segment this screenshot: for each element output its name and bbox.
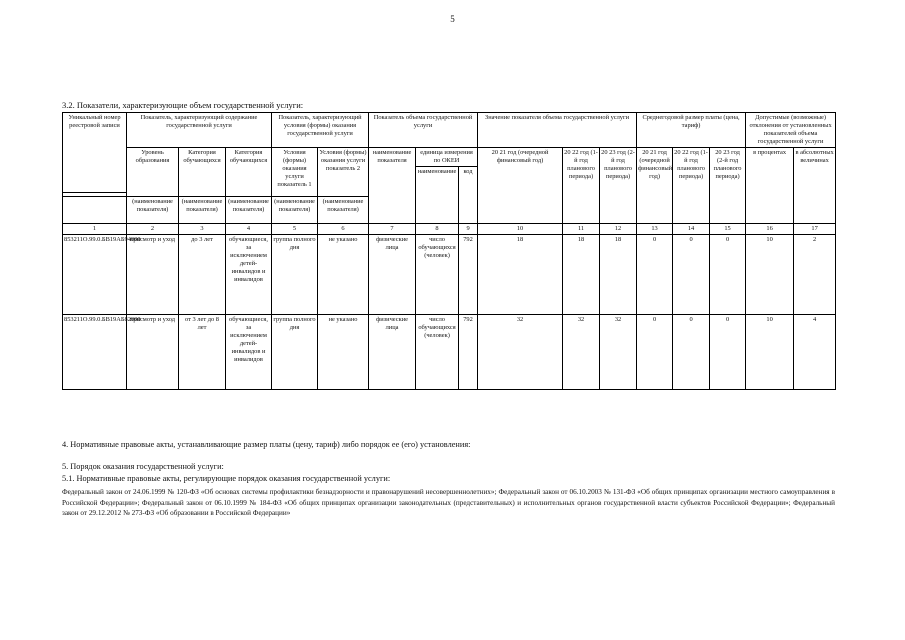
hdr-condition-1: Условия (формы) оказания услуги показатель 1: [272, 148, 318, 197]
row-cell: 18: [600, 235, 637, 315]
col-number: 9: [459, 224, 478, 235]
row-cell: число обучающихся (человек): [416, 315, 459, 390]
hdr-ind-name-5: (наименование показателя): [318, 197, 369, 224]
hdr-unit-name: наименование: [416, 167, 459, 224]
hdr-fee-year-1: 20 21 год (очередной финансовый год): [637, 148, 673, 224]
row-cell: 10: [746, 315, 794, 390]
row-id: 853211О.99.0.БВ19АБ94000: [63, 235, 127, 315]
row-cell: 4: [794, 315, 836, 390]
col-number: 4: [226, 224, 272, 235]
column-number-row: [63, 224, 836, 235]
row-cell: присмотр и уход: [127, 235, 179, 315]
hdr-volume-value: Значение показателя объема государственной услуги: [478, 113, 637, 148]
row-cell: физические лица: [369, 235, 416, 315]
row-cell: 2: [794, 235, 836, 315]
row-cell: 0: [637, 235, 673, 315]
hdr-edu-level: Уровень образования: [127, 148, 179, 197]
header-row-2: [63, 148, 836, 167]
row-cell: 32: [563, 315, 600, 390]
col-number: 13: [637, 224, 673, 235]
hdr-unit: единица измерения по ОКЕИ: [416, 148, 478, 167]
row-cell: до 3 лет: [179, 235, 226, 315]
hdr-student-category: Категория обучающихся: [179, 148, 226, 197]
hdr-condition-2: Условия (формы) оказания услуги показатель 2: [318, 148, 369, 197]
row-cell: 32: [478, 315, 563, 390]
row-cell: 0: [637, 315, 673, 390]
hdr-ind-name-1: (наименование показателя): [127, 197, 179, 224]
col-number: 12: [600, 224, 637, 235]
row-cell: не указано: [318, 235, 369, 315]
col-number: 14: [673, 224, 710, 235]
hdr-unique-number: Уникальный номер реестровой записи: [63, 113, 127, 193]
row-cell: физические лица: [369, 315, 416, 390]
hdr-year-3: 20 23 год (2-й год планового периода): [600, 148, 637, 224]
header-row-1: [63, 113, 836, 148]
row-cell: 0: [673, 315, 710, 390]
hdr-ind-name-4: (наименование показателя): [272, 197, 318, 224]
section-5-1: 5.1. Нормативные правовые акты, регулирующие порядок оказания государственной услуги:: [62, 474, 391, 483]
section-title: 3.2. Показатели, характеризующие объем государственной услуги:: [62, 100, 304, 110]
row-cell: 0: [710, 235, 746, 315]
hdr-year-2: 20 22 год (1-й год планового периода): [563, 148, 600, 224]
row-cell: 0: [710, 315, 746, 390]
row-cell: 32: [600, 315, 637, 390]
hdr-fee-year-2: 20 22 год (1-й год планового периода): [673, 148, 710, 224]
row-cell: обучающиеся, за исключением детей-инвалидов и инвалидов: [226, 235, 272, 315]
col-number: 15: [710, 224, 746, 235]
row-cell: от 3 лет до 8 лет: [179, 315, 226, 390]
col-number: 10: [478, 224, 563, 235]
row-id: 853211О.99.0.БВ19АБ82000: [63, 315, 127, 390]
col-number: 1: [63, 224, 127, 235]
col-number: 5: [272, 224, 318, 235]
row-cell: присмотр и уход: [127, 315, 179, 390]
row-cell: 18: [478, 235, 563, 315]
table-row: [63, 235, 836, 315]
hdr-conditions-indicator: Показатель, характеризующий условия (формы) оказания государственной услуги: [272, 113, 369, 148]
section-5: 5. Порядок оказания государственной услуги:: [62, 462, 224, 471]
row-cell: 18: [563, 235, 600, 315]
col-number: 2: [127, 224, 179, 235]
hdr-indicator-name: наименование показателя: [369, 148, 416, 224]
hdr-year-1: 20 21 год (очередной финансовый год): [478, 148, 563, 224]
col-number: 16: [746, 224, 794, 235]
volume-table: [62, 112, 836, 390]
row-cell: группа полного дня: [272, 235, 318, 315]
row-cell: не указано: [318, 315, 369, 390]
hdr-ind-name-2: (наименование показателя): [179, 197, 226, 224]
hdr-ind-name-3: (наименование показателя): [226, 197, 272, 224]
hdr-avg-fee: Среднегодовой размер платы (цена, тариф): [637, 113, 746, 148]
row-cell: 792: [459, 235, 478, 315]
col-number: 8: [416, 224, 459, 235]
col-number: 11: [563, 224, 600, 235]
row-cell: 792: [459, 315, 478, 390]
col-number: 7: [369, 224, 416, 235]
hdr-student-category-2: Категория обучающихся: [226, 148, 272, 197]
table-row: [63, 315, 836, 390]
legal-acts-text: Федеральный закон от 24.06.1999 № 120-ФЗ «Об основах системы профилактики безнадзорности и правонарушений несовершеннолетних»; Федеральный закон от 06.10.2003 № 131-ФЗ «Об общих принципах организации местного самоуправления в Российской Федерации»; Федеральный закон от 06.10.1999 № 184-ФЗ «Об общих принципах организации законодательных (представительных) и исполнительных органов государственной власти субъектов Российской Федерации»; Федеральный закон от 29.12.2012 № 273-ФЗ «Об образовании в Российской Федерации»: [62, 488, 835, 518]
hdr-in-absolute: в абсолютных величинах: [794, 148, 836, 224]
row-cell: обучающиеся, за исключением детей-инвалидов и инвалидов: [226, 315, 272, 390]
hdr-volume-indicator: Показатель объема государственной услуги: [369, 113, 478, 148]
col-number: 17: [794, 224, 836, 235]
hdr-unit-code: код: [459, 167, 478, 224]
hdr-fee-year-3: 20 23 год (2-й год планового периода): [710, 148, 746, 224]
row-cell: 0: [673, 235, 710, 315]
col-number: 6: [318, 224, 369, 235]
col-number: 3: [179, 224, 226, 235]
hdr-blank: [63, 197, 127, 224]
hdr-in-percent: в процентах: [746, 148, 794, 224]
section-4: 4. Нормативные правовые акты, устанавливающие размер платы (цену, тариф) либо порядок ее (его) установления:: [62, 440, 471, 449]
row-cell: группа полного дня: [272, 315, 318, 390]
hdr-content-indicator: Показатель, характеризующий содержание государственной услуги: [127, 113, 272, 148]
page-number: 5: [450, 14, 455, 24]
row-cell: 10: [746, 235, 794, 315]
row-cell: число обучающихся (человек): [416, 235, 459, 315]
hdr-allowed-deviation: Допустимые (возможные) отклонения от установленных показателей объема государственной услуги: [746, 113, 836, 148]
